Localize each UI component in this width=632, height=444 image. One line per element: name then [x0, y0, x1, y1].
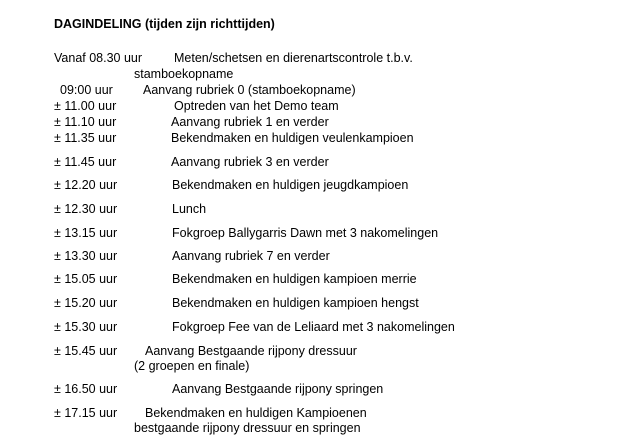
- schedule-time: 09:00 uur: [60, 83, 113, 97]
- schedule-activity: Bekendmaken en huldigen jeugdkampioen: [172, 178, 409, 192]
- schedule-time: ± 15.05 uur: [54, 272, 118, 286]
- schedule-activity: Aanvang Bestgaande rijpony springen: [172, 382, 384, 396]
- schedule-time: ± 15.45 uur: [54, 344, 118, 358]
- schedule-activity: Lunch: [172, 202, 207, 216]
- schedule-time: ± 11.00 uur: [54, 99, 117, 113]
- schedule-activity: Fokgroep Fee van de Leliaard met 3 nakomelingen: [172, 320, 455, 334]
- schedule-activity: Aanvang Bestgaande rijpony dressuur: [145, 344, 357, 358]
- schedule-activity: Bekendmaken en huldigen veulenkampioen: [171, 131, 414, 145]
- schedule-activity: Aanvang rubriek 3 en verder: [171, 155, 329, 169]
- schedule-activity: Optreden van het Demo team: [174, 99, 339, 113]
- schedule-activity: Meten/schetsen en dierenartscontrole t.b.v.: [174, 51, 413, 65]
- schedule-time: ± 11.10 uur: [54, 115, 117, 129]
- schedule-time: ± 12.30 uur: [54, 202, 118, 216]
- schedule-time: ± 13.15 uur: [54, 226, 118, 240]
- schedule-activity: Aanvang rubriek 1 en verder: [171, 115, 329, 129]
- schedule-activity-continuation: bestgaande rijpony dressuur en springen: [134, 421, 361, 435]
- schedule-time: Vanaf 08.30 uur: [54, 51, 143, 65]
- schedule-time: ± 13.30 uur: [54, 249, 118, 263]
- schedule-activity-continuation: (2 groepen en finale): [134, 359, 250, 373]
- page-title: DAGINDELING (tijden zijn richttijden): [54, 17, 275, 31]
- schedule-time: ± 11.45 uur: [54, 155, 117, 169]
- schedule-time: ± 15.20 uur: [54, 296, 118, 310]
- schedule-activity: Bekendmaken en huldigen kampioen merrie: [172, 272, 417, 286]
- schedule-activity-continuation: stamboekopname: [134, 67, 234, 81]
- schedule-activity: Aanvang rubriek 0 (stamboekopname): [143, 83, 356, 97]
- schedule-time: ± 15.30 uur: [54, 320, 118, 334]
- schedule-activity: Fokgroep Ballygarris Dawn met 3 nakomelingen: [172, 226, 439, 240]
- schedule-time: ± 12.20 uur: [54, 178, 118, 192]
- schedule-activity: Bekendmaken en huldigen kampioen hengst: [172, 296, 419, 310]
- schedule-activity: Aanvang rubriek 7 en verder: [172, 249, 330, 263]
- schedule-time: ± 17.15 uur: [54, 406, 118, 420]
- schedule-time: ± 11.35 uur: [54, 131, 117, 145]
- schedule-activity: Bekendmaken en huldigen Kampioenen: [145, 406, 367, 420]
- schedule-time: ± 16.50 uur: [54, 382, 118, 396]
